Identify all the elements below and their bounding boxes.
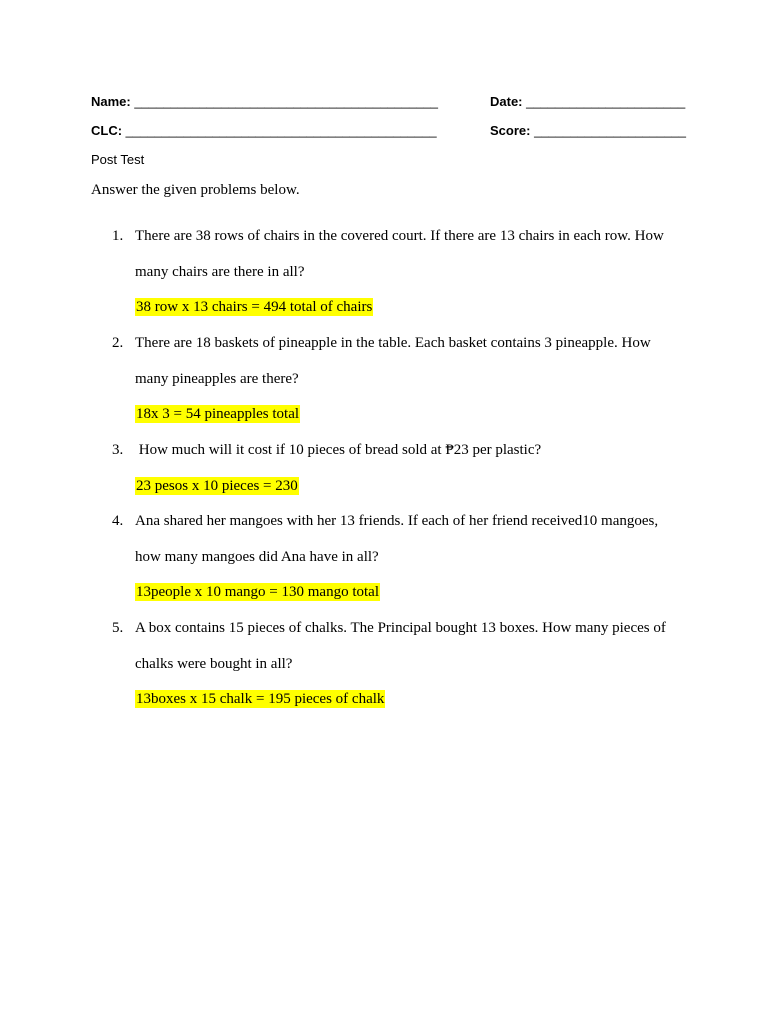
name-label: Name: (91, 94, 131, 109)
answer-highlight: 18x 3 = 54 pineapples total (136, 406, 300, 422)
problem-number: 4. (112, 513, 124, 529)
score-label: Score: (490, 123, 531, 138)
date-label: Date: (490, 94, 523, 109)
clc-blank-line: ___________________________________________ (125, 123, 437, 138)
problem-question: There are 38 rows of chairs in the covered court. If there are 13 chairs in each row. How many chairs are there in all? (135, 228, 664, 280)
instructions: Answer the given problems below. (91, 182, 300, 198)
problem-answer (135, 297, 373, 317)
name-field (91, 92, 438, 112)
clc-field (91, 121, 437, 141)
problem-answer (135, 582, 380, 602)
problem-number: 1. (112, 228, 124, 244)
problem-question: How much will it cost if 10 pieces of bread sold at ₱23 per plastic? (135, 442, 542, 458)
answer-highlight: 13people x 10 mango = 130 mango total (136, 584, 380, 600)
page-title: Post Test (91, 152, 145, 167)
clc-label: CLC: (91, 123, 123, 138)
problem-number: 3. (112, 442, 124, 458)
problem-question: There are 18 baskets of pineapple in the table. Each basket contains 3 pineapple. How many pineapples are there? (135, 335, 651, 387)
problem-answer (135, 476, 299, 496)
answer-highlight: 13boxes x 15 chalk = 195 pieces of chalk (136, 691, 385, 707)
score-field (490, 121, 686, 141)
answer-highlight: 38 row x 13 chairs = 494 total of chairs (136, 299, 373, 315)
header-row-clc-score (0, 121, 768, 141)
problem-question: A box contains 15 pieces of chalks. The Principal bought 13 boxes. How many pieces of chalks were bought in all? (135, 620, 666, 672)
name-blank-line: __________________________________________ (134, 94, 439, 109)
date-blank-line: ______________________ (526, 94, 686, 109)
answer-highlight: 23 pesos x 10 pieces = 230 (136, 478, 298, 494)
score-blank-line: _____________________ (534, 123, 686, 138)
date-field (490, 92, 685, 112)
problem-question: Ana shared her mangoes with her 13 friends. If each of her friend received10 mangoes, how many mangoes did Ana have in all? (135, 513, 659, 565)
problem-number: 2. (112, 335, 124, 351)
problem-answer (135, 689, 385, 709)
header-row-name-date (0, 92, 768, 112)
problem-answer (135, 404, 300, 424)
problem-number: 5. (112, 620, 124, 636)
